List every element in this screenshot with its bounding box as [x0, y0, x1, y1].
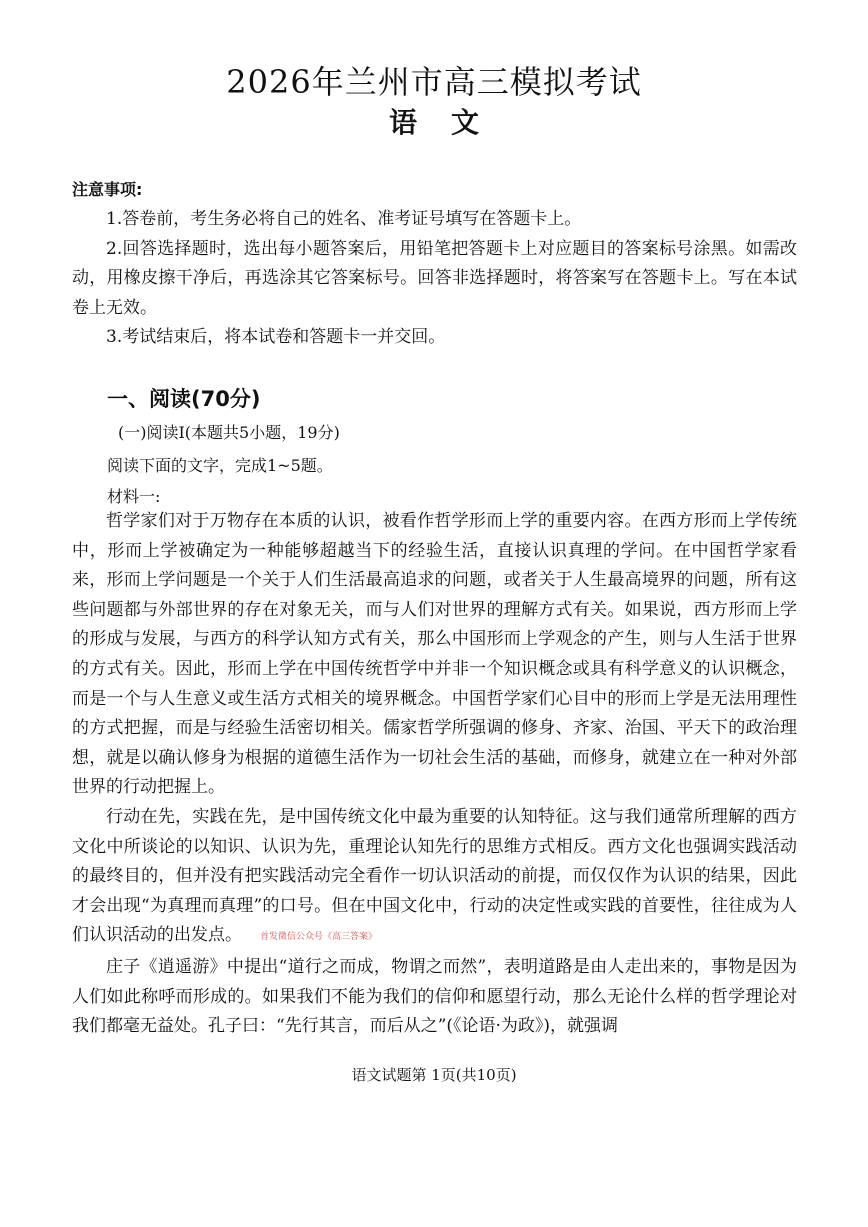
passage-paragraph-text: 行动在先，实践在先，是中国传统文化中最为重要的认知特征。这与我们通常所理解的西方文化中所谈论的以知识、认识为先，重理论认知先行的思维方式相反。西方文化也强调实践活动的最终目的，但并没有把实践活动完全看作一切认识活动的前提，而仅仅作为认识的结果，因此才会出现“为真理而真理”的口号。但在中国文化中，行动的决定性或实践的首要性，往往成为人们认识活动的出发点。 — [72, 806, 797, 946]
section-heading: 一、阅读(70分) — [107, 387, 261, 411]
exam-title: 2026年兰州市高三模拟考试 — [226, 63, 642, 101]
notice-heading: 注意事项: — [72, 180, 143, 199]
subject-title: 语文 — [388, 106, 513, 139]
watermark-text: 首发微信公众号《高三答案》 — [260, 932, 378, 943]
notice-item: 1.答卷前，考生务必将自己的姓名、准考证号填写在答题卡上。 — [106, 209, 582, 229]
reading-instruction: 阅读下面的文字，完成1~5题。 — [107, 456, 333, 475]
reading-passage — [72, 507, 797, 1042]
notice-item: 3.考试结束后，将本试卷和答题卡一并交回。 — [106, 327, 446, 348]
passage-paragraph: 哲学家们对于万物存在本质的认识，被看作哲学形而上学的重要内容。在西方形而上学传统中，形而上学被确定为一种能够超越当下的经验生活，直接认识真理的学问。在中国哲学家看来，形而上学问题是一个关于人们生活最高追求的问题，或者关于人生最高境界的问题，所有这些问题都与外部世界的存在对象无关，而与人们对世界的理解方式有关。如果说，西方形而上学的形成与发展，与西方的科学认知方式有关，那么中国形而上学观念的产生，则与人生活于世界的方式有关。因此，形而上学在中国传统哲学中并非一个知识概念或具有科学意义的认识概念，而是一个与人生意义或生活方式相关的境界概念。中国哲学家们心目中的形而上学是无法用理性的方式把握，而是与经验生活密切相关。儒家哲学所强调的修身、齐家、治国、平天下的政治理想，就是以确认修身为根据的道德生活作为一切社会生活的基础，而修身，就建立在一种对外部世界的行动把握上。 — [72, 511, 797, 798]
passage-paragraph — [72, 803, 797, 953]
notice-list — [72, 205, 797, 353]
material-label: 材料一: — [107, 487, 161, 506]
page-footer: 语文试题第 1页(共10页) — [351, 1066, 517, 1084]
reading-subheading: (一)阅读Ⅰ(本题共5小题，19分) — [118, 423, 340, 442]
notice-item: 2.回答选择题时，选出每小题答案后，用铅笔把答题卡上对应题目的答案标号涂黑。如需改动，用橡皮擦干净后，再选涂其它答案标号。回答非选择题时，将答案写在答题卡上。写在本试卷上无效。 — [72, 238, 797, 318]
passage-paragraph: 庄子《逍遥游》中提出“道行之而成，物谓之而然”，表明道路是由人走出来的，事物是因为人们如此称呼而形成的。如果我们不能为我们的信仰和愿望行动，那么无论什么样的哲学理论对我们都毫无益处。孔子曰：“先行其言，而后从之”(《论语·为政》)，就强调 — [72, 956, 797, 1037]
